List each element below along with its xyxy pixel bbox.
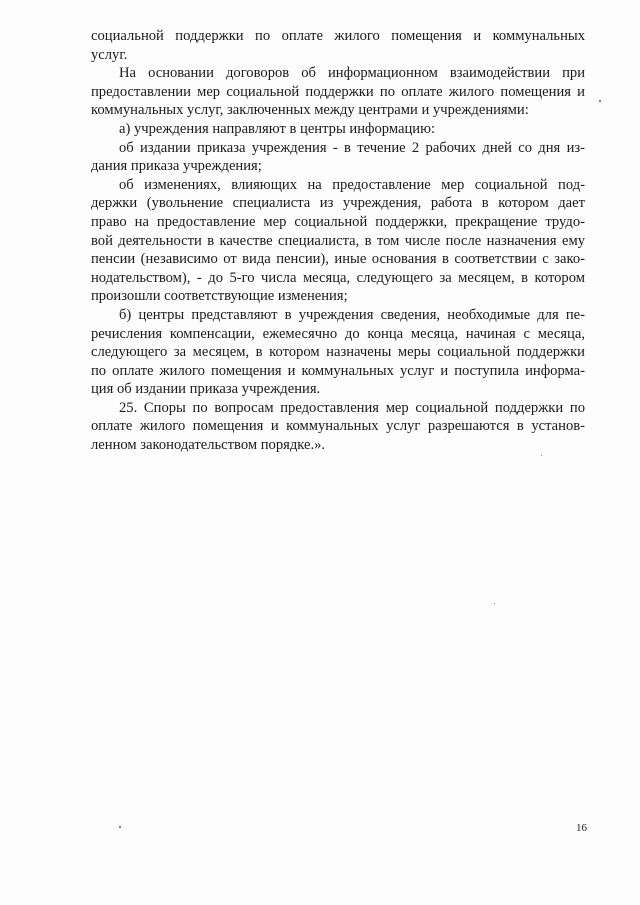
text-line: предоставлении мер социальной поддержки по оплате жилого помещения и <box>91 83 585 100</box>
text-line: произошли соответствующие изменения; <box>91 288 348 305</box>
text-line: следующего за месяцем, в котором назначены меры социальной поддержки <box>91 344 585 361</box>
scan-speck <box>494 603 495 604</box>
scan-speck <box>541 455 542 456</box>
text-line: по оплате жилого помещения и коммунальных услуг и поступила информа- <box>91 362 585 379</box>
text-line: нодательством), - до 5-го числа месяца, следующего за месяцем, в котором <box>91 269 585 286</box>
text-line: об изменениях, влияющих на предоставление мер социальной под- <box>119 176 585 193</box>
text-line: держки (увольнение специалиста из учреждения, работа в котором дает <box>91 195 585 212</box>
page-number: 16 <box>576 822 587 834</box>
text-line: дания приказа учреждения; <box>91 158 262 175</box>
text-line: ленном законодательством порядке.». <box>91 437 326 454</box>
text-line: речисления компенсации, ежемесячно до конца месяца, начиная с месяца, <box>91 325 585 342</box>
text-line: право на предоставление мер социальной поддержки, прекращение трудо- <box>91 213 585 230</box>
text-line: а) учреждения направляют в центры информацию: <box>119 120 436 137</box>
text-line: коммунальных услуг, заключенных между центрами и учреждениями: <box>91 102 529 119</box>
body-text <box>91 27 585 455</box>
text-line: На основании договоров об информационном взаимодействии при <box>119 65 585 82</box>
text-line: услуг. <box>91 46 128 63</box>
text-line: 25. Споры по вопросам предоставления мер социальной поддержки по <box>119 399 585 416</box>
text-line: оплате жилого помещения и коммунальных услуг разрешаются в установ- <box>91 418 585 435</box>
text-line: вой деятельности в качестве специалиста, в том числе после назначения ему <box>91 232 585 249</box>
scan-speck <box>119 826 121 828</box>
text-line: пенсии (независимо от вида пенсии), иные основания в соответствии с зако- <box>91 251 585 268</box>
text-line: социальной поддержки по оплате жилого помещения и коммунальных <box>91 28 585 44</box>
text-line: ция об издании приказа учреждения. <box>91 381 321 398</box>
text-line: б) центры представляют в учреждения сведения, необходимые для пе- <box>119 306 585 323</box>
text-line: об издании приказа учреждения - в течение 2 рабочих дней со дня из- <box>119 139 585 156</box>
scan-speck <box>599 100 601 102</box>
